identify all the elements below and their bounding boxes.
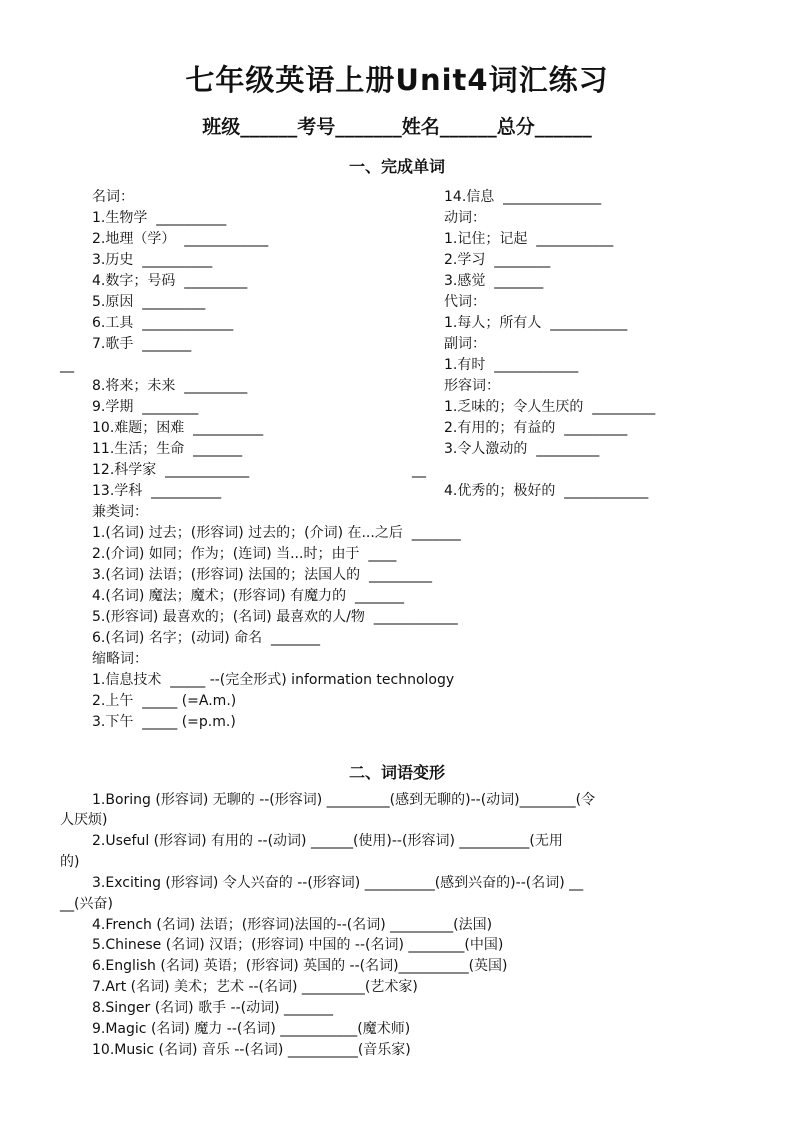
s2-line: 7.Art (名词) 美术；艺术 --(名词) _________(艺术家) bbox=[92, 979, 418, 995]
s2-line: 6.English (名词) 英语；(形容词) 英国的 --(名词)__________(英国) bbox=[92, 958, 508, 974]
s2-line: 人厌烦) bbox=[60, 812, 108, 828]
s1-left-line: 13.学科 __________ bbox=[92, 483, 222, 499]
s1-left-line: 2.(介词) 如同；作为；(连词) 当...时；由于 ____ bbox=[92, 546, 397, 562]
s1-left-line: 4.(名词) 魔法；魔术；(形容词) 有魔力的 _______ bbox=[92, 588, 405, 604]
s2-line: 1.Boring (形容词) 无聊的 --(形容词) _________(感到无聊的)--(动词)________(令 bbox=[92, 792, 596, 808]
s2-line: 的) bbox=[60, 854, 80, 870]
s1-right-line: 2.学习 ________ bbox=[444, 252, 551, 268]
s1-right-line: 2.有用的；有益的 _________ bbox=[444, 420, 628, 436]
s1-left-line: 缩略词： bbox=[92, 651, 148, 667]
s1-left-line: 10.难题；困难 __________ bbox=[92, 420, 264, 436]
s1-left-line: 8.将来；未来 _________ bbox=[92, 378, 248, 394]
s1-left-line: 2.上午 _____ (=A.m.) bbox=[92, 693, 237, 709]
s1-left-line: 5.(形容词) 最喜欢的；(名词) 最喜欢的人/物 ____________ bbox=[92, 609, 458, 625]
s1-right-line: 形容词： bbox=[444, 378, 500, 394]
s2-line: 4.French (名词) 法语；(形容词)法国的--(名词) _________(法国) bbox=[92, 917, 493, 933]
s1-left-line: 5.原因 _________ bbox=[92, 294, 206, 310]
s1-right-line: 副词： bbox=[444, 336, 486, 352]
s1-left-line: 1.(名词) 过去；(形容词) 过去的；(介词) 在...之后 _______ bbox=[92, 525, 461, 541]
s1-left-line: 4.数字；号码 _________ bbox=[92, 273, 248, 289]
section2-heading: 二、词语变形 bbox=[348, 763, 445, 782]
s1-left-line: 1.信息技术 _____ --(完全形式) information technology bbox=[92, 672, 455, 688]
page-title: 七年级英语上册Unit4词汇练习 bbox=[185, 63, 609, 97]
s1-right-line: 4.优秀的；极好的 ____________ bbox=[444, 483, 649, 499]
s2-line: 5.Chinese (名词) 汉语；(形容词) 中国的 --(名词) ________(中国) bbox=[92, 937, 504, 953]
s2-line: 9.Magic (名词) 魔力 --(名词) ___________(魔术师) bbox=[92, 1021, 411, 1037]
s1-right-line: 1.乏味的；令人生厌的 _________ bbox=[444, 399, 656, 415]
s1-left-line: 名词： bbox=[92, 189, 134, 205]
s1-right-line: __ bbox=[412, 462, 426, 478]
s1-left-line: 2.地理（学） ____________ bbox=[92, 231, 269, 247]
s1-right-line: 1.记住；记起 ___________ bbox=[444, 231, 614, 247]
s1-left-line: __ bbox=[60, 357, 74, 373]
s1-left-line: 1.生物学 __________ bbox=[92, 210, 227, 226]
section1-heading: 一、完成单词 bbox=[348, 157, 445, 176]
s1-right-line: 代词： bbox=[444, 294, 486, 310]
s1-left-line: 兼类词： bbox=[92, 504, 148, 520]
s1-right-line: 1.有时 ____________ bbox=[444, 357, 579, 373]
s1-left-line: 6.工具 _____________ bbox=[92, 315, 234, 331]
s2-line: 2.Useful (形容词) 有用的 --(动词) ______(使用)--(形容词) __________(无用 bbox=[92, 833, 563, 849]
s2-line: 3.Exciting (形容词) 令人兴奋的 --(形容词) __________(感到兴奋的)--(名词) __ bbox=[92, 875, 584, 891]
s1-right-line: 3.感觉 _______ bbox=[444, 273, 544, 289]
s1-left-line: 11.生活；生命 _______ bbox=[92, 441, 243, 457]
s1-left-line: 3.历史 __________ bbox=[92, 252, 213, 268]
s2-line: 8.Singer (名词) 歌手 --(动词) _______ bbox=[92, 1000, 334, 1016]
s1-left-line: 6.(名词) 名字；(动词) 命名 _______ bbox=[92, 630, 321, 646]
s1-left-line: 7.歌手 _______ bbox=[92, 336, 192, 352]
s1-left-line: 12.科学家 ____________ bbox=[92, 462, 250, 478]
s1-left-line: 3.(名词) 法语；(形容词) 法国的；法国人的 _________ bbox=[92, 567, 433, 583]
s2-line: 10.Music (名词) 音乐 --(名词) __________(音乐家) bbox=[92, 1042, 411, 1058]
s1-right-line: 14.信息 ______________ bbox=[444, 189, 602, 205]
s2-line: __(兴奋) bbox=[60, 896, 113, 912]
s1-right-line: 3.令人激动的 _________ bbox=[444, 441, 600, 457]
student-info-line: 班级______考号_______姓名______总分______ bbox=[202, 116, 592, 138]
s1-right-line: 1.每人；所有人 ___________ bbox=[444, 315, 628, 331]
s1-right-line: 动词： bbox=[444, 210, 486, 226]
s1-left-line: 9.学期 ________ bbox=[92, 399, 199, 415]
s1-left-line: 3.下午 _____ (=p.m.) bbox=[92, 714, 236, 730]
